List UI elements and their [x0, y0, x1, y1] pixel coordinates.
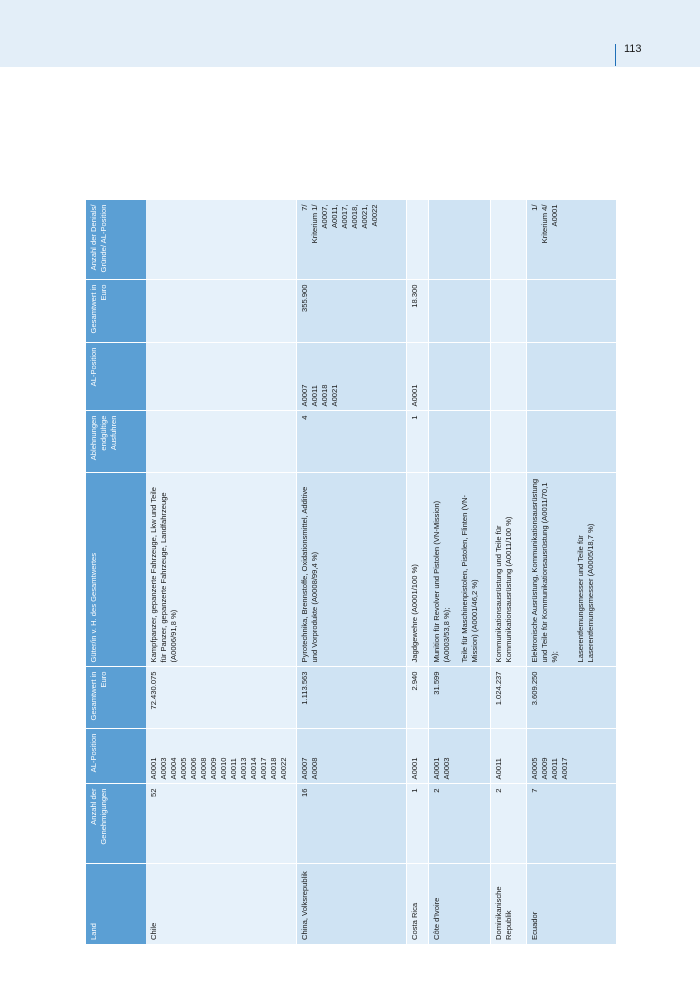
table-row-cote-divoire — [428, 200, 490, 944]
header-band — [0, 0, 700, 67]
cell-gesamt: 1.113.563 — [296, 667, 406, 729]
header-row — [86, 200, 146, 944]
cell-gesamt: 2.940 — [406, 667, 428, 729]
cell-al2 — [146, 343, 296, 411]
col-header-ablehnungen: Ablehnungen endgültige Ausfuhren — [86, 411, 146, 473]
cell-gesamt: 31.599 — [428, 667, 490, 729]
cell-gueter — [428, 473, 490, 667]
cell-land: Costa Rica — [406, 864, 428, 944]
cell-al: A0001 A0003 — [428, 729, 490, 784]
col-header-denials: Anzahl der Denials/ Gründe/ AL-Position — [86, 200, 146, 280]
cell-gueter: Kampfpanzer, gepanzerte Fahrzeuge, Lkw und Teile für Panzer, gepanzerte Fahrzeuge, Landfahrzeuge (A0006/91,8 %) — [146, 473, 296, 667]
cell-anzahl: 7 — [526, 784, 616, 864]
cell-land: Côte d'Ivoire — [428, 864, 490, 944]
gueter-line-2: Teile für Maschinenpistolen, Pistolen, Flinten (VN-Mission) (A0001/46,2 %) — [459, 494, 479, 663]
cell-al2: A0001 — [406, 343, 428, 411]
cell-ablehnungen — [428, 411, 490, 473]
cell-gueter — [526, 473, 616, 667]
cell-ablehnungen — [146, 411, 296, 473]
cell-denials: 7/ Kriterium 1/ A0007, A0011, A0017, A0018, A0021, A0022 — [296, 200, 406, 280]
cell-al2 — [428, 343, 490, 411]
cell-anzahl: 16 — [296, 784, 406, 864]
cell-land: China, Volksrepublik — [296, 864, 406, 944]
cell-ablehnungen: 1 — [406, 411, 428, 473]
cell-gueter: Pyrotechnika, Brennstoffe, Oxidationsmittel, Additive und Vorprodukte (A0008/99,4 %) — [296, 473, 406, 667]
table-row-chile — [146, 200, 296, 944]
cell-al2: A0007 A0011 A0018 A0021 — [296, 343, 406, 411]
cell-denials — [428, 200, 490, 280]
cell-anzahl: 52 — [146, 784, 296, 864]
cell-al: A0005 A0009 A0011 A0017 — [526, 729, 616, 784]
cell-gesamt2: 18.300 — [406, 280, 428, 343]
export-licence-table — [86, 200, 617, 945]
page-number: 113 — [624, 43, 642, 55]
cell-ablehnungen — [490, 411, 526, 473]
col-header-land: Land — [86, 864, 146, 944]
cell-anzahl: 2 — [428, 784, 490, 864]
col-header-anzahl: Anzahl der Genehmigungen — [86, 784, 146, 864]
cell-denials — [406, 200, 428, 280]
cell-gesamt2: 355.900 — [296, 280, 406, 343]
cell-gesamt: 72.430.075 — [146, 667, 296, 729]
cell-gesamt2 — [526, 280, 616, 343]
cell-gueter: Kommunikationsausrüstung und Teile für Kommunikationsausrüstung (A0011/100 %) — [490, 473, 526, 667]
cell-ablehnungen — [526, 411, 616, 473]
cell-denials — [490, 200, 526, 280]
gueter-line-2: Laserentfernungsmesser und Teile für Laserentfernungsmesser (A0005/18,7 %) — [575, 523, 595, 663]
cell-gesamt: 1.024.237 — [490, 667, 526, 729]
cell-land: Chile — [146, 864, 296, 944]
cell-anzahl: 1 — [406, 784, 428, 864]
cell-al: A0007 A0008 — [296, 729, 406, 784]
table-row-china — [296, 200, 406, 944]
cell-gesamt2 — [146, 280, 296, 343]
cell-ablehnungen: 4 — [296, 411, 406, 473]
cell-gesamt2 — [490, 280, 526, 343]
cell-al: A0001 A0003 A0004 A0005 A0006 A0008 A0009 A0010 A0011 A0013 A0014 A0017 A0018 A0022 — [146, 729, 296, 784]
cell-land: Dominikanische Republik — [490, 864, 526, 944]
gueter-line-1: Munition für Revolver und Pistolen (VN-Mission) (A0003/53,8 %); — [431, 500, 451, 663]
col-header-al2: AL-Position — [86, 343, 146, 411]
col-header-gesamt: Gesamtwert in Euro — [86, 667, 146, 729]
cell-al2 — [526, 343, 616, 411]
col-header-gueter: Güter/in v. H. des Gesamtwertes — [86, 473, 146, 667]
cell-gueter: Jagdgewehre (A0001/100 %) — [406, 473, 428, 667]
table-row-dominikanische-republik — [490, 200, 526, 944]
table-row-ecuador — [526, 200, 616, 944]
gueter-line-1: Elektronische Ausrüstung, Kommunikationsausrüstung und Teile für Kommunikationsausrüstung (A0011/70,1 %); — [529, 478, 559, 663]
cell-denials: 1/ Kriterium 4/ A0001 — [526, 200, 616, 280]
rotated-table-container — [86, 200, 616, 944]
page-number-separator — [615, 44, 616, 66]
col-header-al: AL-Position — [86, 729, 146, 784]
cell-gesamt: 3.609.250 — [526, 667, 616, 729]
cell-gesamt2 — [428, 280, 490, 343]
cell-anzahl: 2 — [490, 784, 526, 864]
col-header-gesamt2: Gesamtwert in Euro — [86, 280, 146, 343]
cell-al: A0011 — [490, 729, 526, 784]
cell-land: Ecuador — [526, 864, 616, 944]
cell-denials — [146, 200, 296, 280]
cell-al2 — [490, 343, 526, 411]
cell-al: A0001 — [406, 729, 428, 784]
table-row-costa-rica — [406, 200, 428, 944]
